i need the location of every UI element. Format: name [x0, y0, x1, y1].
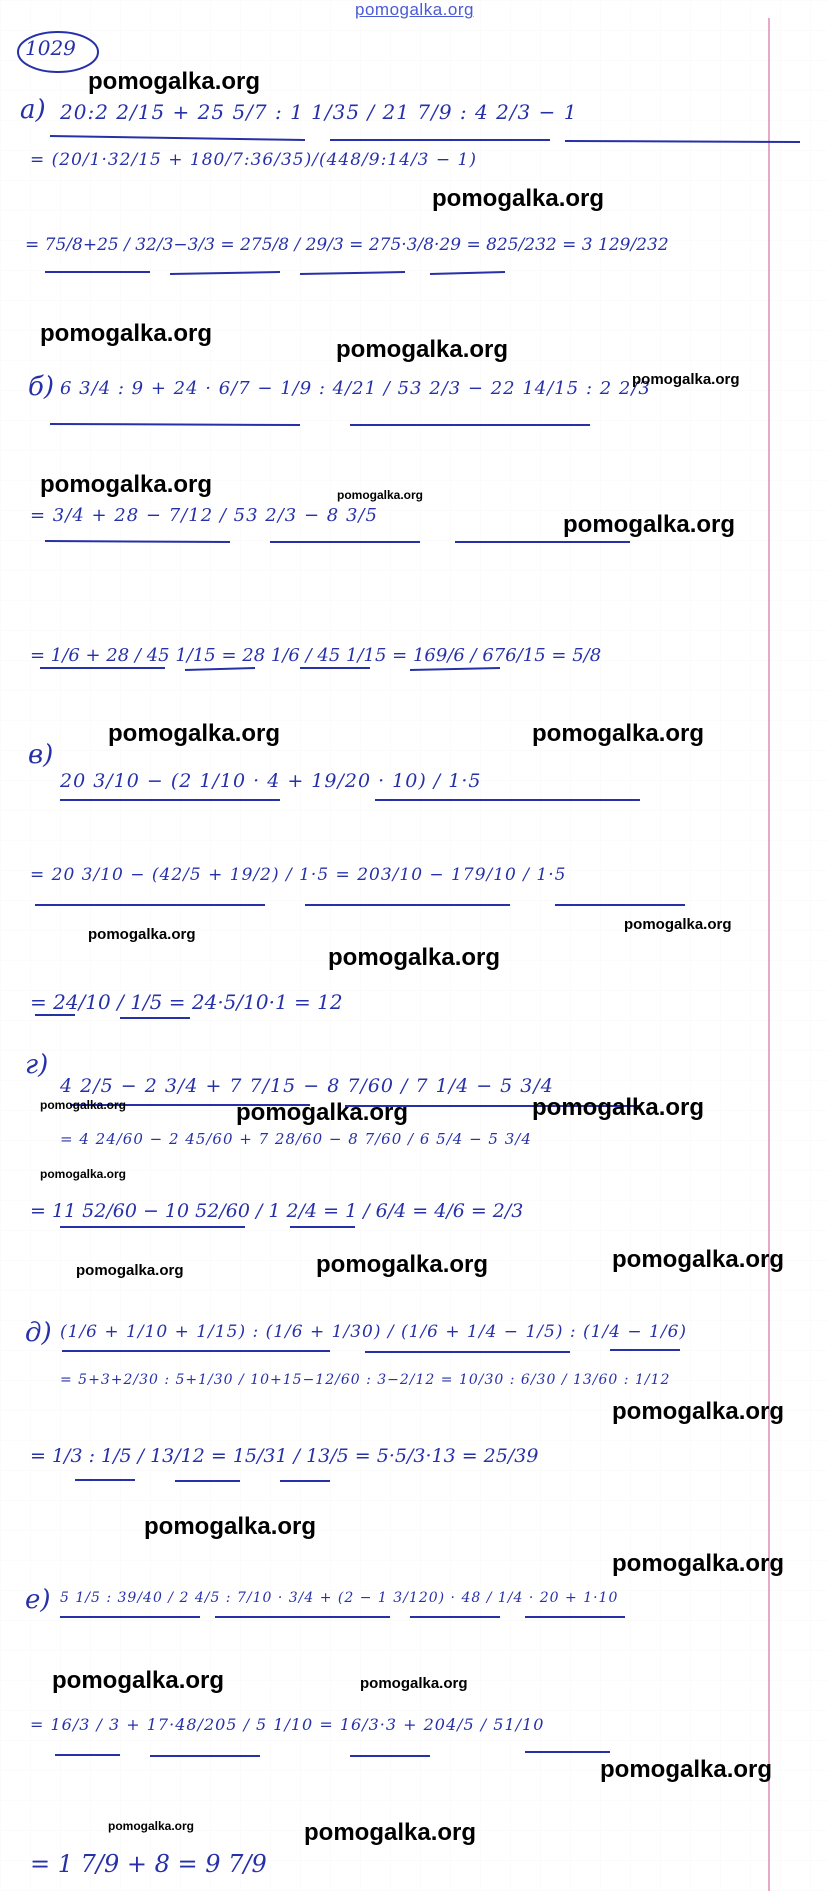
- part-g-label: г): [25, 1050, 49, 1080]
- watermark: pomogalka.org: [563, 511, 736, 538]
- part-a-expression: 20:2 2/15 + 25 5/7 : 1 1/35 / 21 7/9 : 4 2/3 − 1: [60, 100, 578, 124]
- watermark: pomogalka.org: [108, 720, 281, 747]
- part-d-result: = 1/3 : 1/5 / 13/12 = 15/31 / 13/5 = 5·5/3·13 = 25/39: [30, 1445, 539, 1467]
- watermark: pomogalka.org: [624, 916, 732, 933]
- part-g-result: = 11 52/60 − 10 52/60 / 1 2/4 = 1 / 6/4 = 4/6 = 2/3: [30, 1200, 524, 1222]
- watermark: pomogalka.org: [336, 336, 509, 363]
- site-header-link[interactable]: pomogalka.org: [355, 0, 474, 19]
- watermark: pomogalka.org: [328, 944, 501, 971]
- part-d-label: д): [25, 1318, 52, 1348]
- watermark: pomogalka.org: [632, 371, 740, 388]
- watermark: pomogalka.org: [40, 1167, 127, 1181]
- part-d-step: = 5+3+2/30 : 5+1/30 / 10+15−12/60 : 3−2/12 = 10/30 : 6/30 / 13/60 : 1/12: [60, 1372, 671, 1388]
- watermark: pomogalka.org: [40, 471, 213, 498]
- watermark: pomogalka.org: [236, 1099, 409, 1126]
- watermark: pomogalka.org: [88, 926, 196, 943]
- watermark: pomogalka.org: [108, 1819, 195, 1833]
- watermark: pomogalka.org: [76, 1262, 184, 1279]
- watermark: pomogalka.org: [532, 720, 705, 747]
- part-d-expression: (1/6 + 1/10 + 1/15) : (1/6 + 1/30) / (1/6 + 1/4 − 1/5) : (1/4 − 1/6): [60, 1322, 688, 1342]
- part-g-step: = 4 24/60 − 2 45/60 + 7 28/60 − 8 7/60 / 6 5/4 − 5 3/4: [60, 1130, 532, 1148]
- part-a-label: а): [20, 95, 46, 125]
- part-e-result: = 1 7/9 + 8 = 9 7/9: [30, 1850, 267, 1878]
- problem-number: 1029: [25, 36, 76, 60]
- watermark: pomogalka.org: [600, 1756, 773, 1783]
- watermark: pomogalka.org: [88, 68, 261, 95]
- part-v-label: в): [28, 740, 54, 770]
- watermark: pomogalka.org: [360, 1675, 468, 1692]
- watermark: pomogalka.org: [144, 1513, 317, 1540]
- watermark: pomogalka.org: [40, 320, 213, 347]
- part-a-step: = (20/1·32/15 + 180/7:36/35)/(448/9:14/3 − 1): [30, 150, 477, 170]
- watermark: pomogalka.org: [612, 1246, 785, 1273]
- part-b-step: = 3/4 + 28 − 7/12 / 53 2/3 − 8 3/5: [30, 505, 378, 526]
- part-b-label: б): [28, 372, 55, 402]
- part-v-step: = 20 3/10 − (42/5 + 19/2) / 1·5 = 203/10 − 179/10 / 1·5: [30, 865, 567, 885]
- watermark: pomogalka.org: [432, 185, 605, 212]
- watermark: pomogalka.org: [40, 1098, 127, 1112]
- part-v-expression: 20 3/10 − (2 1/10 · 4 + 19/20 · 10) / 1·5: [60, 770, 482, 792]
- part-e-expression: 5 1/5 : 39/40 / 2 4/5 : 7/10 · 3/4 + (2 − 1 3/120) · 48 / 1/4 · 20 + 1·10: [60, 1590, 619, 1606]
- part-a-result: = 75/8+25 / 32/3−3/3 = 275/8 / 29/3 = 275·3/8·29 = 825/232 = 3 129/232: [25, 235, 669, 255]
- watermark: pomogalka.org: [304, 1819, 477, 1846]
- watermark: pomogalka.org: [612, 1550, 785, 1577]
- watermark: pomogalka.org: [52, 1667, 225, 1694]
- part-b-expression: 6 3/4 : 9 + 24 · 6/7 − 1/9 : 4/21 / 53 2/3 − 22 14/15 : 2 2/3: [60, 378, 651, 399]
- watermark: pomogalka.org: [532, 1094, 705, 1121]
- part-e-step: = 16/3 / 3 + 17·48/205 / 5 1/10 = 16/3·3 + 204/5 / 51/10: [30, 1715, 545, 1734]
- watermark: pomogalka.org: [612, 1398, 785, 1425]
- watermark: pomogalka.org: [337, 488, 424, 502]
- watermark: pomogalka.org: [316, 1251, 489, 1278]
- part-v-result: = 24/10 / 1/5 = 24·5/10·1 = 12: [30, 990, 343, 1014]
- part-g-expression: 4 2/5 − 2 3/4 + 7 7/15 − 8 7/60 / 7 1/4 − 5 3/4: [60, 1075, 554, 1097]
- part-e-label: е): [25, 1585, 51, 1615]
- part-b-result: = 1/6 + 28 / 45 1/15 = 28 1/6 / 45 1/15 = 169/6 / 676/15 = 5/8: [30, 645, 602, 666]
